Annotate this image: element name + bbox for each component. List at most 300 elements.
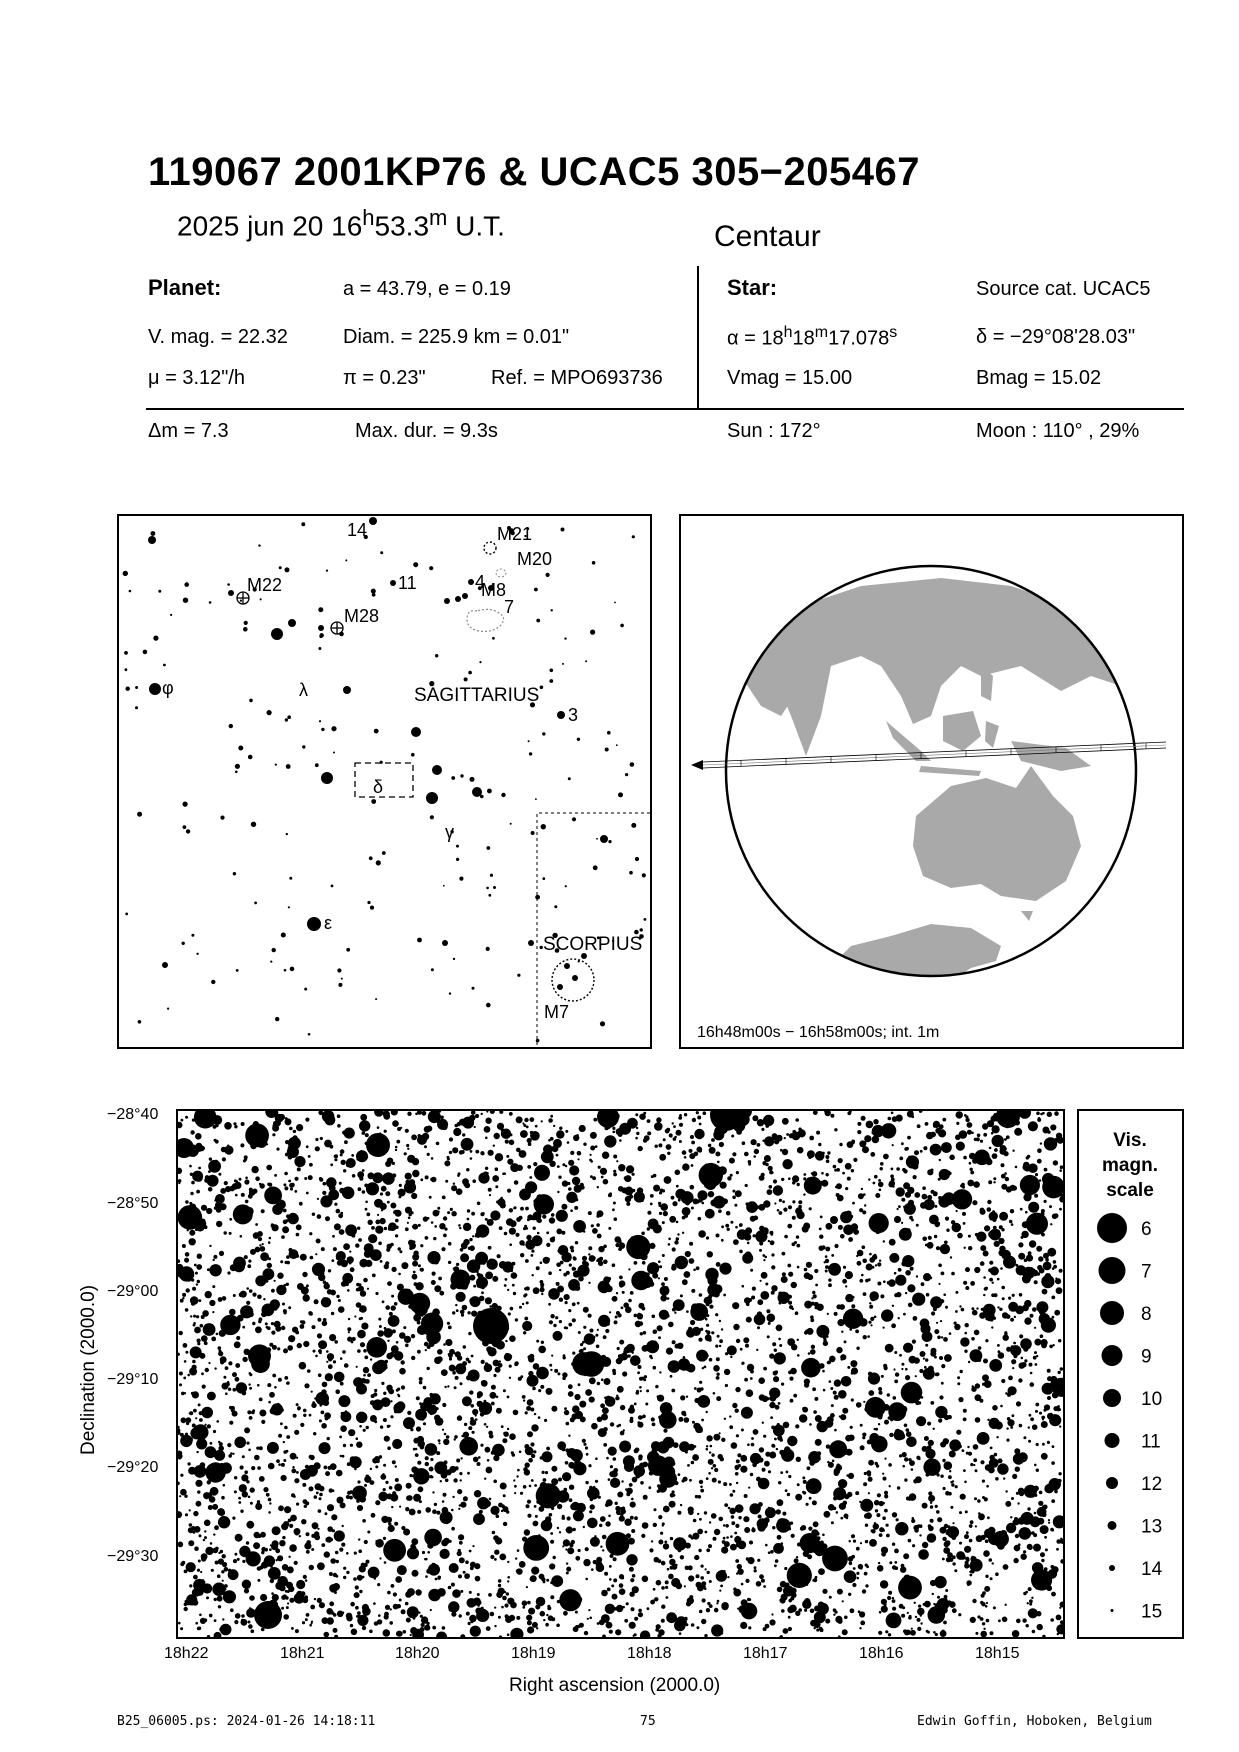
field-star (399, 1298, 401, 1300)
field-star (568, 1279, 580, 1291)
field-star (522, 1122, 524, 1124)
field-star (580, 1343, 583, 1346)
finder-label-delta: δ (373, 777, 384, 797)
field-star (233, 1257, 246, 1270)
planet-parallax: π = 0.23" (343, 367, 426, 389)
finder-star (288, 906, 290, 908)
field-star (880, 1162, 884, 1166)
field-star (806, 1478, 822, 1494)
field-star (892, 1597, 894, 1599)
field-star (787, 1224, 792, 1229)
field-star (591, 1224, 594, 1227)
field-star (980, 1261, 985, 1266)
field-star (493, 1145, 495, 1147)
field-star (296, 1233, 300, 1237)
field-star (1000, 1530, 1007, 1537)
field-star (977, 1499, 981, 1503)
field-star (192, 1287, 196, 1291)
field-star (354, 1552, 357, 1555)
field-star (899, 1604, 904, 1609)
field-star (516, 1116, 523, 1123)
field-star (735, 1190, 742, 1197)
field-star (603, 1260, 608, 1265)
finder-star (227, 583, 230, 586)
field-star (747, 1598, 751, 1602)
field-star (952, 1480, 954, 1482)
field-star (850, 1360, 857, 1367)
field-star (993, 1226, 997, 1230)
globular-m28-marker (331, 622, 343, 634)
field-star (643, 1331, 647, 1335)
finder-star (572, 817, 576, 821)
field-star (820, 1216, 823, 1219)
field-star (238, 1501, 241, 1504)
field-star (682, 1279, 688, 1285)
field-star (492, 1276, 498, 1282)
field-star (496, 1514, 500, 1518)
field-star (283, 1220, 288, 1225)
field-star (318, 1509, 322, 1513)
field-star (862, 1589, 866, 1593)
field-star (1053, 1265, 1057, 1269)
field-star (705, 1268, 718, 1281)
field-star (817, 1536, 821, 1540)
field-star (272, 1224, 279, 1231)
field-star (833, 1507, 837, 1511)
field-star (397, 1284, 404, 1291)
field-star (621, 1576, 624, 1579)
field-star (922, 1186, 926, 1190)
field-star (975, 1632, 978, 1635)
field-star (587, 1618, 589, 1620)
field-star (601, 1176, 604, 1179)
field-star (524, 1317, 528, 1321)
field-star (204, 1520, 211, 1527)
field-star (257, 1384, 260, 1387)
field-star (546, 1579, 549, 1582)
field-star (609, 1311, 611, 1313)
field-star (311, 1391, 313, 1393)
field-star (920, 1351, 926, 1357)
finder-star (536, 1039, 540, 1043)
field-star (424, 1529, 442, 1547)
field-star (1036, 1469, 1039, 1472)
field-star (315, 1355, 318, 1358)
field-star (956, 1122, 959, 1125)
field-star (759, 1447, 764, 1452)
field-star (334, 1530, 345, 1541)
field-star (442, 1403, 446, 1407)
field-star (874, 1175, 878, 1179)
finder-star (270, 961, 272, 963)
field-star (195, 1133, 202, 1140)
field-star (784, 1446, 790, 1452)
field-star (848, 1593, 851, 1596)
field-star (875, 1462, 878, 1465)
field-star (520, 1253, 524, 1257)
finder-star (125, 668, 128, 671)
field-star (213, 1259, 215, 1261)
field-star (1012, 1294, 1015, 1297)
field-star (889, 1485, 891, 1487)
field-star (645, 1345, 652, 1352)
field-star (372, 1362, 385, 1375)
field-star (304, 1383, 309, 1388)
field-star (690, 1320, 695, 1325)
field-star (303, 1341, 309, 1347)
field-star (244, 1179, 249, 1184)
field-star (462, 1305, 468, 1311)
field-star (901, 1368, 903, 1370)
field-star (840, 1414, 846, 1420)
finder-star (431, 968, 434, 971)
field-star (977, 1432, 990, 1445)
field-star (650, 1357, 653, 1360)
field-star (933, 1603, 935, 1605)
finder-star (618, 792, 623, 797)
field-star (900, 1406, 907, 1413)
field-star (925, 1122, 929, 1126)
field-star (326, 1350, 329, 1353)
field-star (1044, 1536, 1047, 1539)
field-star (526, 1586, 528, 1588)
field-star (436, 1511, 440, 1515)
field-star (559, 1298, 563, 1302)
finder-star (271, 628, 283, 640)
field-star (944, 1524, 949, 1529)
field-star (635, 1448, 640, 1453)
field-star (683, 1356, 686, 1359)
field-star (771, 1172, 773, 1174)
field-star (992, 1562, 994, 1564)
field-star (804, 1177, 822, 1195)
field-star (315, 1146, 320, 1151)
field-star (1010, 1209, 1014, 1213)
field-star (568, 1462, 574, 1468)
field-star (313, 1432, 316, 1435)
field-star (234, 1341, 241, 1348)
field-star (1041, 1559, 1044, 1562)
field-star (492, 1175, 499, 1182)
field-star (462, 1284, 467, 1289)
field-star (994, 1148, 998, 1152)
finder-label-m20: M20 (517, 549, 553, 569)
field-star (381, 1186, 387, 1192)
field-star (1003, 1477, 1005, 1479)
field-star (906, 1630, 911, 1635)
object-class: Centaur (714, 220, 821, 253)
field-star (970, 1349, 983, 1362)
field-star (701, 1565, 704, 1568)
field-star (293, 1130, 296, 1133)
field-star (460, 1634, 465, 1637)
field-star (258, 1237, 262, 1241)
field-star (324, 1512, 327, 1515)
field-star (407, 1495, 413, 1501)
field-star (467, 1260, 480, 1273)
field-star (843, 1266, 846, 1269)
field-star (749, 1162, 752, 1165)
field-star (1004, 1151, 1009, 1156)
field-star (580, 1416, 586, 1422)
field-star (237, 1558, 240, 1561)
field-star (329, 1185, 336, 1192)
field-star (814, 1546, 825, 1557)
field-star (717, 1161, 720, 1164)
field-star (1039, 1491, 1043, 1495)
field-star (987, 1207, 992, 1212)
field-star (958, 1613, 961, 1616)
field-star (945, 1598, 948, 1601)
field-star (559, 1269, 561, 1271)
finder-star (318, 625, 324, 631)
field-star (658, 1143, 662, 1147)
field-star (976, 1137, 980, 1141)
field-star (615, 1502, 618, 1505)
field-star (392, 1267, 397, 1272)
finder-star (235, 771, 238, 774)
field-star (334, 1223, 341, 1230)
field-star (872, 1136, 880, 1144)
field-star (444, 1386, 446, 1388)
field-star (432, 1509, 437, 1514)
field-star (197, 1339, 201, 1343)
field-star (597, 1417, 603, 1423)
field-star (868, 1321, 871, 1324)
finder-star (233, 872, 236, 875)
field-star (1003, 1564, 1009, 1570)
field-star (933, 1125, 936, 1128)
field-star (870, 1317, 874, 1321)
field-star (440, 1116, 444, 1120)
field-star (899, 1157, 903, 1161)
finder-star (568, 777, 571, 780)
field-star (480, 1412, 484, 1416)
field-star (834, 1169, 837, 1172)
field-star (1060, 1602, 1064, 1608)
finder-star (244, 621, 248, 625)
field-star (577, 1151, 582, 1156)
field-star (468, 1332, 471, 1335)
field-star (744, 1297, 751, 1304)
field-star (865, 1584, 868, 1587)
field-star (852, 1296, 854, 1298)
planet-reference: Ref. = MPO693736 (491, 367, 663, 389)
field-star (223, 1484, 226, 1487)
field-star (957, 1376, 960, 1379)
field-star (398, 1247, 401, 1250)
field-star (608, 1447, 617, 1456)
field-star (308, 1175, 313, 1180)
field-star (198, 1167, 201, 1170)
field-star (344, 1363, 349, 1368)
sun-elongation: Sun : 172° (727, 420, 821, 442)
field-star (1056, 1287, 1063, 1294)
finder-star (375, 998, 377, 1000)
field-star (478, 1456, 481, 1459)
field-star (705, 1531, 708, 1534)
field-star (269, 1237, 272, 1240)
field-star (196, 1501, 202, 1507)
field-star (217, 1510, 220, 1513)
field-star (423, 1422, 426, 1425)
field-star (904, 1457, 908, 1461)
field-star (705, 1330, 708, 1333)
field-star (383, 1464, 386, 1467)
field-star (527, 1399, 534, 1406)
field-star (471, 1117, 473, 1119)
field-star (551, 1406, 557, 1412)
field-star (717, 1335, 720, 1338)
field-star (302, 1483, 306, 1487)
field-star (693, 1198, 699, 1204)
field-star (985, 1539, 989, 1543)
field-star (363, 1367, 369, 1373)
field-star (454, 1435, 458, 1439)
finder-star (331, 885, 334, 888)
field-star (902, 1578, 906, 1582)
field-star (519, 1306, 522, 1309)
field-star (585, 1547, 589, 1551)
field-star (283, 1441, 285, 1443)
field-star (733, 1239, 739, 1245)
field-star (317, 1562, 325, 1570)
field-star (619, 1283, 623, 1287)
field-star (869, 1305, 873, 1309)
finder-star (254, 902, 257, 905)
field-star (798, 1200, 802, 1204)
finder-star (209, 601, 212, 604)
field-star (595, 1457, 598, 1460)
field-star (732, 1152, 736, 1156)
field-star (629, 1567, 634, 1572)
field-star (238, 1497, 241, 1500)
field-star (568, 1391, 574, 1397)
field-star (184, 1392, 186, 1394)
field-star (792, 1580, 798, 1586)
globe-time-caption: 16h48m00s − 16h58m00s; int. 1m (697, 1024, 940, 1041)
field-star (766, 1309, 770, 1313)
field-star (296, 1224, 302, 1230)
finder-star (492, 637, 495, 640)
field-star (642, 1307, 646, 1311)
field-star (962, 1212, 966, 1216)
field-star (775, 1543, 779, 1547)
field-star (965, 1286, 969, 1290)
field-star (319, 1177, 322, 1180)
finder-star (220, 816, 224, 820)
field-star (663, 1429, 667, 1433)
declination-axis-label: Declination (2000.0) (78, 1284, 99, 1455)
field-star (523, 1535, 549, 1561)
field-star (1011, 1223, 1014, 1226)
finder-star (315, 763, 319, 767)
field-star (314, 1495, 318, 1499)
field-star (312, 1325, 316, 1329)
field-star (628, 1299, 632, 1303)
field-star (965, 1118, 969, 1122)
field-star (571, 1249, 574, 1252)
field-star (728, 1507, 731, 1510)
field-star (1058, 1371, 1061, 1374)
field-star (390, 1400, 392, 1402)
field-star (852, 1202, 855, 1205)
field-star (879, 1260, 881, 1262)
field-star (286, 1283, 289, 1286)
field-star (850, 1608, 855, 1613)
field-star (501, 1606, 504, 1609)
field-star (305, 1465, 309, 1469)
field-star (1036, 1355, 1038, 1357)
field-star (526, 1301, 529, 1304)
field-star (711, 1453, 714, 1456)
field-star (399, 1250, 402, 1253)
field-star (760, 1280, 762, 1282)
star-heading: Star: (727, 275, 778, 300)
field-star (194, 1264, 197, 1267)
field-star (1009, 1220, 1013, 1224)
field-star (179, 1542, 182, 1545)
field-star (798, 1608, 802, 1612)
field-star (682, 1232, 684, 1234)
field-star (331, 1290, 335, 1294)
field-star (486, 1626, 491, 1631)
field-star (252, 1322, 255, 1325)
field-star (659, 1265, 662, 1268)
field-star (234, 1125, 237, 1128)
field-star (783, 1422, 790, 1429)
field-star (185, 1438, 188, 1441)
field-star (714, 1529, 720, 1535)
field-star (418, 1224, 421, 1227)
field-star (383, 1629, 391, 1637)
field-star (520, 1492, 523, 1495)
field-star (716, 1373, 719, 1376)
field-star (884, 1603, 887, 1606)
field-star (330, 1558, 336, 1564)
field-star (502, 1596, 507, 1601)
field-star (395, 1465, 397, 1467)
field-star (416, 1426, 421, 1431)
field-star (853, 1567, 856, 1570)
field-star (487, 1273, 490, 1276)
field-star (957, 1382, 960, 1385)
field-star (362, 1626, 366, 1630)
field-star (943, 1547, 950, 1554)
field-star (709, 1358, 713, 1362)
field-star (526, 1286, 530, 1290)
field-star (824, 1261, 826, 1263)
field-star (201, 1407, 213, 1419)
field-star (529, 1176, 532, 1179)
field-star (193, 1409, 197, 1413)
field-star (252, 1189, 257, 1194)
field-star (902, 1452, 907, 1457)
field-star (540, 1549, 546, 1555)
field-star (567, 1516, 571, 1520)
field-star (346, 1162, 351, 1167)
field-star (955, 1291, 958, 1294)
field-star (525, 1462, 530, 1467)
field-star (1033, 1356, 1037, 1360)
field-star (550, 1595, 554, 1599)
field-star (434, 1285, 441, 1292)
field-star (694, 1398, 699, 1403)
field-star (281, 1235, 285, 1239)
field-star (545, 1471, 548, 1474)
field-star (860, 1424, 863, 1427)
field-star (1037, 1272, 1041, 1276)
